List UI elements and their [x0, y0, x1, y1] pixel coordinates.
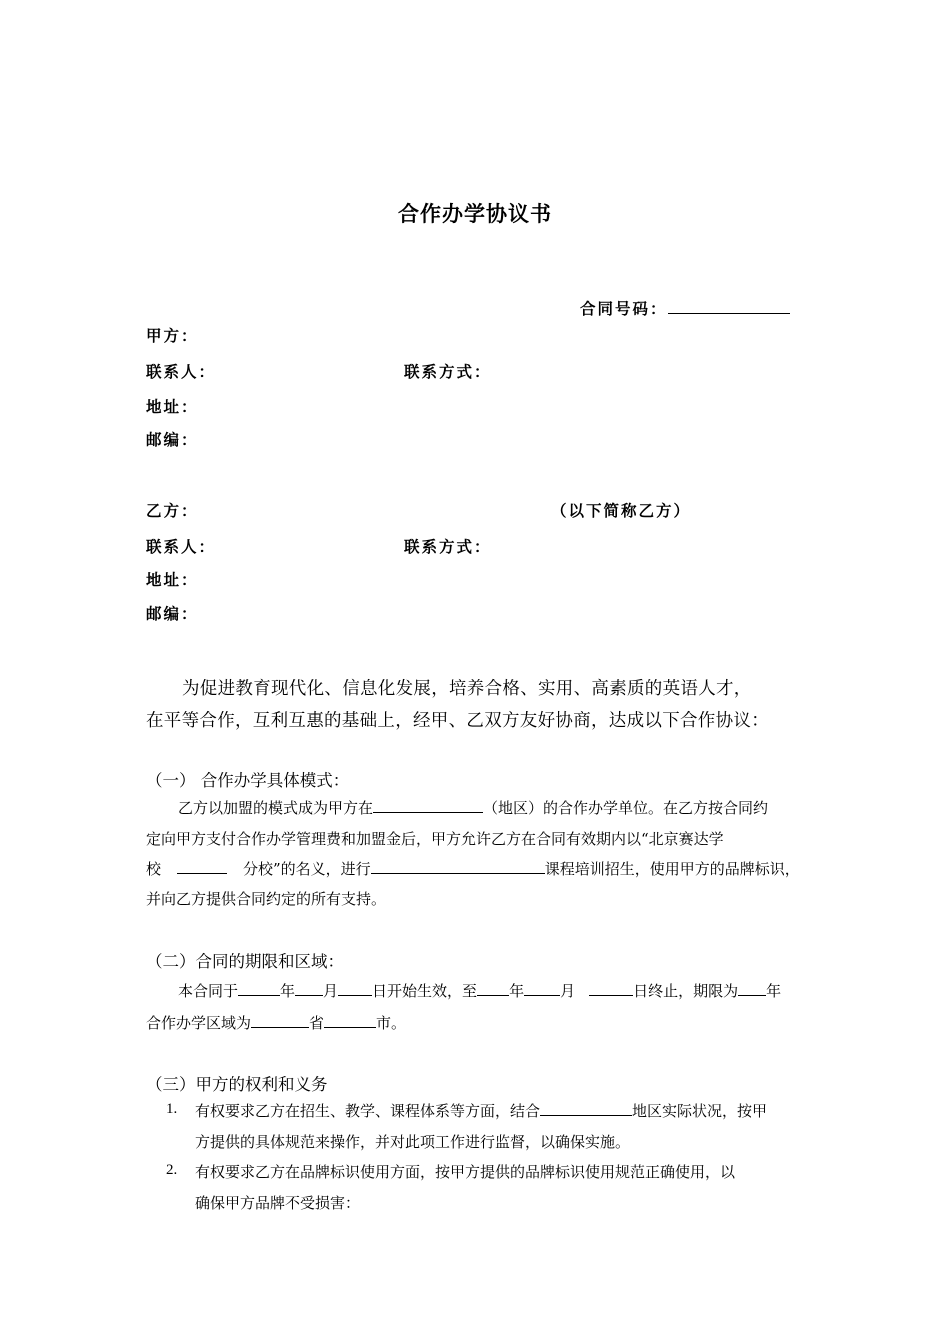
- text: 年: [280, 982, 296, 1000]
- section-1-line-4: 并向乙方提供合同约定的所有支持。: [146, 890, 387, 908]
- text: 年: [766, 982, 782, 1000]
- contract-number-label: 合同号码：: [580, 300, 668, 318]
- party-a-contact-label: 联系人：: [146, 363, 217, 381]
- start-day-blank[interactable]: [338, 981, 372, 996]
- start-month-blank[interactable]: [295, 981, 323, 996]
- text: 年: [509, 982, 525, 1000]
- text: 月: [323, 982, 339, 1000]
- item-2-number: 2.: [166, 1162, 178, 1178]
- region-blank-2[interactable]: [540, 1101, 632, 1116]
- section-2-line-1: [178, 980, 781, 1001]
- intro-line-2: 在平等合作，互利互惠的基础上，经甲、乙双方友好协商，达成以下合作协议：: [146, 711, 769, 731]
- text: 分校”的名义，进行: [243, 860, 371, 878]
- region-blank[interactable]: [373, 798, 483, 813]
- text: 校: [146, 860, 162, 878]
- branch-blank[interactable]: [177, 859, 227, 874]
- party-b-contact-method-label: 联系方式：: [404, 538, 492, 556]
- document-title: 合作办学协议书: [398, 202, 552, 226]
- section-2-heading: （二）合同的期限和区域：: [146, 952, 344, 971]
- item-2-line-1: 有权要求乙方在品牌标识使用方面，按甲方提供的品牌标识使用规范正确使用，以: [195, 1163, 736, 1181]
- end-year-blank[interactable]: [477, 981, 509, 996]
- section-3-heading: （三）甲方的权利和义务: [146, 1075, 328, 1094]
- contract-number-blank[interactable]: [668, 299, 790, 314]
- section-1-line-2: 定向甲方支付合作办学管理费和加盟金后，甲方允许乙方在合同有效期内以“北京赛达学: [146, 830, 724, 848]
- text: 日终止，期限为: [633, 982, 739, 1000]
- party-b-contact-label: 联系人：: [146, 538, 217, 556]
- province-blank[interactable]: [251, 1013, 309, 1028]
- party-b-postcode-label: 邮编：: [146, 605, 199, 623]
- text: 乙方以加盟的模式成为甲方在: [178, 799, 374, 817]
- section-2-line-2: [146, 1012, 406, 1033]
- term-years-blank[interactable]: [738, 981, 766, 996]
- contract-number: [580, 297, 790, 319]
- start-year-blank[interactable]: [238, 981, 280, 996]
- end-month-blank[interactable]: [524, 981, 560, 996]
- party-a-address-label: 地址：: [146, 398, 199, 416]
- party-a-contact-method-label: 联系方式：: [404, 363, 492, 381]
- text: 日开始生效，至: [372, 982, 478, 1000]
- party-b-address-label: 地址：: [146, 571, 199, 589]
- text: 有权要求乙方在招生、教学、课程体系等方面，结合: [195, 1102, 541, 1120]
- text: 市。: [376, 1014, 407, 1032]
- course-blank[interactable]: [371, 859, 545, 874]
- item-2-line-2: 确保甲方品牌不受损害：: [195, 1194, 361, 1212]
- section-1-heading: （一） 合作办学具体模式：: [146, 771, 350, 790]
- item-1-line-1: [195, 1100, 767, 1121]
- city-blank[interactable]: [324, 1013, 376, 1028]
- section-1-line-3: [146, 858, 800, 879]
- party-a-postcode-label: 邮编：: [146, 431, 199, 449]
- text: 省: [309, 1014, 325, 1032]
- party-b-abbrev-note: （以下简称乙方）: [551, 502, 692, 520]
- text: 地区实际状况，按甲: [632, 1102, 768, 1120]
- party-a-name-label: 甲方：: [146, 327, 199, 345]
- end-day-blank[interactable]: [589, 981, 633, 996]
- text: 本合同于: [178, 982, 239, 1000]
- intro-line-1: 为促进教育现代化、信息化发展，培养合格、实用、高素质的英语人才，: [182, 679, 752, 699]
- party-b-name-label: 乙方：: [146, 502, 199, 520]
- text: （地区）的合作办学单位。在乙方按合同约: [483, 799, 769, 817]
- section-1-line-1: [178, 797, 768, 818]
- text: 合作办学区域为: [146, 1014, 252, 1032]
- item-1-number: 1.: [166, 1101, 178, 1117]
- text: 课程培训招生，使用甲方的品牌标识，: [544, 860, 800, 878]
- text: 月: [560, 982, 576, 1000]
- item-1-line-2: 方提供的具体规范来操作，并对此项工作进行监督，以确保实施。: [195, 1133, 631, 1151]
